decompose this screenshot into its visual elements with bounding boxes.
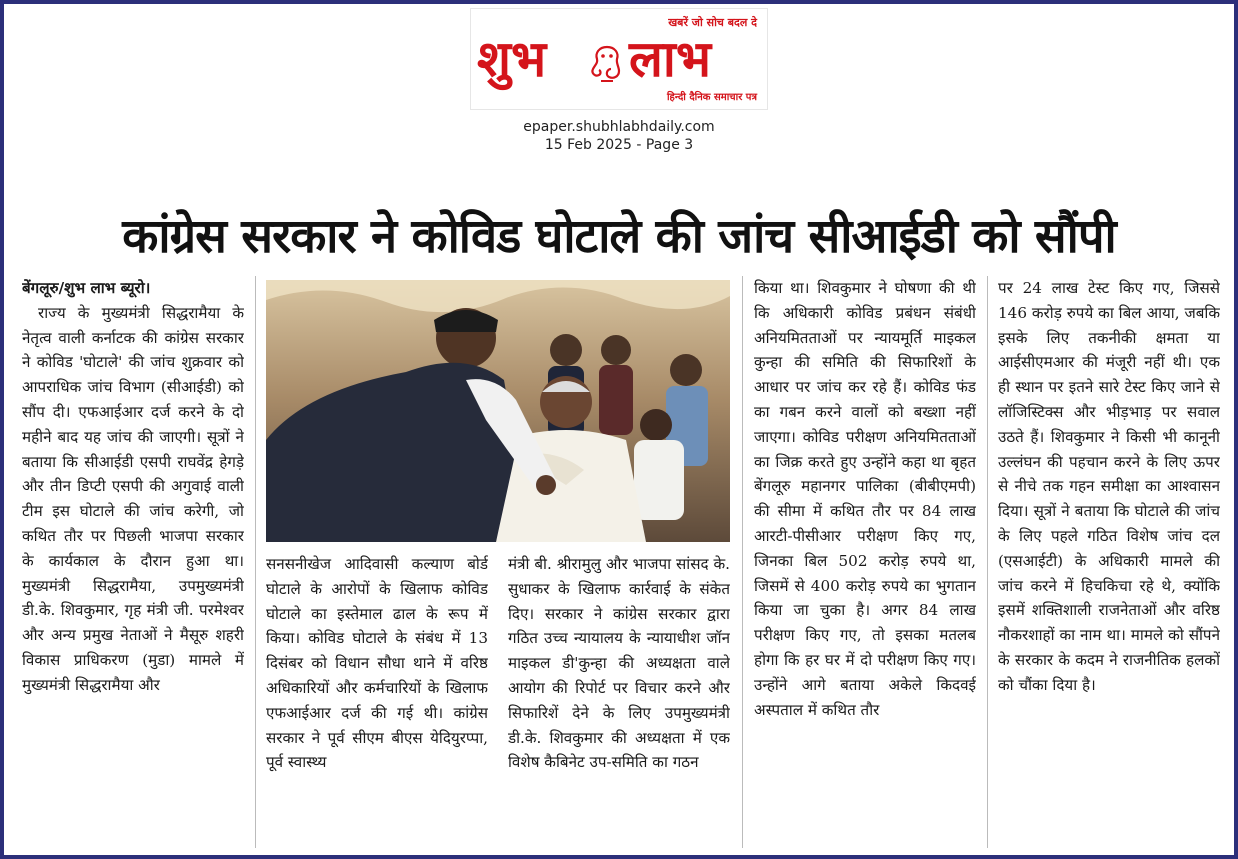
- logo-word-right: लाभ: [629, 30, 711, 88]
- masthead-tagline: खबरें जो सोच बदल दे: [668, 16, 757, 29]
- article-column-3: [508, 552, 730, 848]
- ganesha-emblem-icon: [589, 43, 625, 83]
- column-divider: [987, 276, 988, 848]
- logo-word-left: शुभ: [477, 30, 547, 88]
- article-column-1: [22, 276, 244, 848]
- edition-site-link[interactable]: epaper.shubhlabhdaily.com: [523, 119, 715, 135]
- edition-date-page: 15 Feb 2025 - Page 3: [544, 137, 694, 153]
- news-photo: [266, 280, 730, 542]
- newspaper-logo: [477, 27, 763, 91]
- article-column-4: [754, 276, 976, 848]
- article-text-col-3: मंत्री बी. श्रीरामुलु और भाजपा सांसद के. सुधाकर के खिलाफ कार्रवाई के संकेत दिए। सरकार ने कांग्रेस सरकार द्वारा गठित उच्च न्यायालय के न्यायाधीश जॉन माइकल डी'कुन्हा की अध्यक्षता वाले आयोग की रिपोर्ट पर विचार करने और सिफारिशें देने के लिए उपमुख्यमंत्री डी.के. शिवकुमार की अध्यक्षता में एक विशेष कैबिनेट उप-समिति का गठन: [508, 555, 730, 772]
- article-text-col-4: किया था। शिवकुमार ने घोषणा की थी कि अधिकारी कोविड प्रबंधन संबंधी अनियमितताओं पर न्यायमूर्ति माइकल कुन्हा की समिति की सिफारिशों के आधार पर जांच कर रहे हैं। कोविड फंड का गबन करने वालों को बख्शा नहीं जाएगा। कोविड परीक्षण अनियमितताओं का जिक्र करते हुए उन्होंने कहा था बृहत बेंगलूरु महानगर पालिका (बीबीएमपी) की सीमा में कथित तौर पर 84 लाख आरटी-पीसीआर परीक्षण किए गए, जिनका बिल 502 करोड़ रुपये था, जिसमें से 400 करोड़ रुपये का भुगतान किया जा चुका है। अगर 84 लाख परीक्षण किए गए, तो इसका मतलब होगा कि हर घर में दो परीक्षण किए गए। उन्होंने आगे बताया अकेले किदवई अस्पताल में कथित तौर: [754, 279, 976, 719]
- masthead: [470, 8, 768, 110]
- masthead-subtitle: हिन्दी दैनिक समाचार पत्र: [666, 92, 757, 103]
- article-headline: कांग्रेस सरकार ने कोविड घोटाले की जांच सीआईडी को सौंपी: [122, 209, 1116, 264]
- column-divider: [742, 276, 743, 848]
- edition-info: [470, 118, 768, 154]
- column-divider: [255, 276, 256, 848]
- article-text-col-2: सनसनीखेज आदिवासी कल्याण बोर्ड घोटाले के आरोपों के खिलाफ कोविड घोटाले का इस्तेमाल ढाल के रूप में किया। कोविड घोटाले के संबंध में 13 दिसंबर को विधान सौधा थाने में वरिष्ठ अधिकारियों और कर्मचारियों के खिलाफ एफआईआर दर्ज की गई थी। कांग्रेस सरकार ने पूर्व सीएम बीएस येदियुरप्पा, पूर्व स्वास्थ्य: [266, 555, 488, 772]
- article-text-col-5: पर 24 लाख टेस्ट किए गए, जिससे 146 करोड़ रुपये का बिल आया, जबकि इसके लिए तकनीकी क्षमता या आईसीएमआर की मंजूरी नहीं थी। एक ही स्थान पर इतने सारे टेस्ट किए जाने से लॉजिस्टिक्स और भीड़भाड़ पर सवाल उठते हैं। शिवकुमार ने किसी भी कानूनी उल्लंघन की पहचान करने के लिए ऊपर से नीचे तक गहन समीक्षा का आश्वासन दिया। सूत्रों ने बताया कि घोटाले की जांच के लिए पहले गठित विशेष जांच दल (एसआईटी) के अधिकारी मामले की जांच करने में हिचकिचा रहे थे, क्योंकि इसमें शक्तिशाली राजनेताओं और वरिष्ठ नौकरशाहों का नाम था। मामले को सौंपने के सरकार के कदम ने राजनीतिक हलकों को चौंका दिया है।: [998, 279, 1220, 694]
- article-byline: बेंगलूरु/शुभ लाभ ब्यूरो।: [22, 279, 151, 297]
- article-column-2: [266, 552, 488, 848]
- article-text-col-1: राज्य के मुख्यमंत्री सिद्धरामैया के नेतृत्व वाली कर्नाटक की कांग्रेस सरकार ने कोविड 'घोटाले' की जांच शुक्रवार को आपराधिक जांच विभाग (सीआईडी) को सौंप दी। एफआईआर दर्ज करने के दो महीने बाद यह जांच की जाएगी। सूत्रों ने बताया कि सीआईडी एसपी राघवेंद्र हेगड़े और तीन डिप्टी एसपी की अगुवाई वाली टीम इस घोटाले की जांच करेगी, जो कथित तौर पर पिछली भाजपा सरकार के कार्यकाल के दौरान हुआ था। मुख्यमंत्री सिद्धरामैया, उपमुख्यमंत्री डी.के. शिवकुमार, गृह मंत्री जी. परमेश्वर और अन्य प्रमुख नेताओं ने मैसूरु शहरी विकास प्राधिकरण (मुडा) मामले में मुख्यमंत्री सिद्धरामैया और: [22, 303, 244, 694]
- article-column-5: [998, 276, 1220, 848]
